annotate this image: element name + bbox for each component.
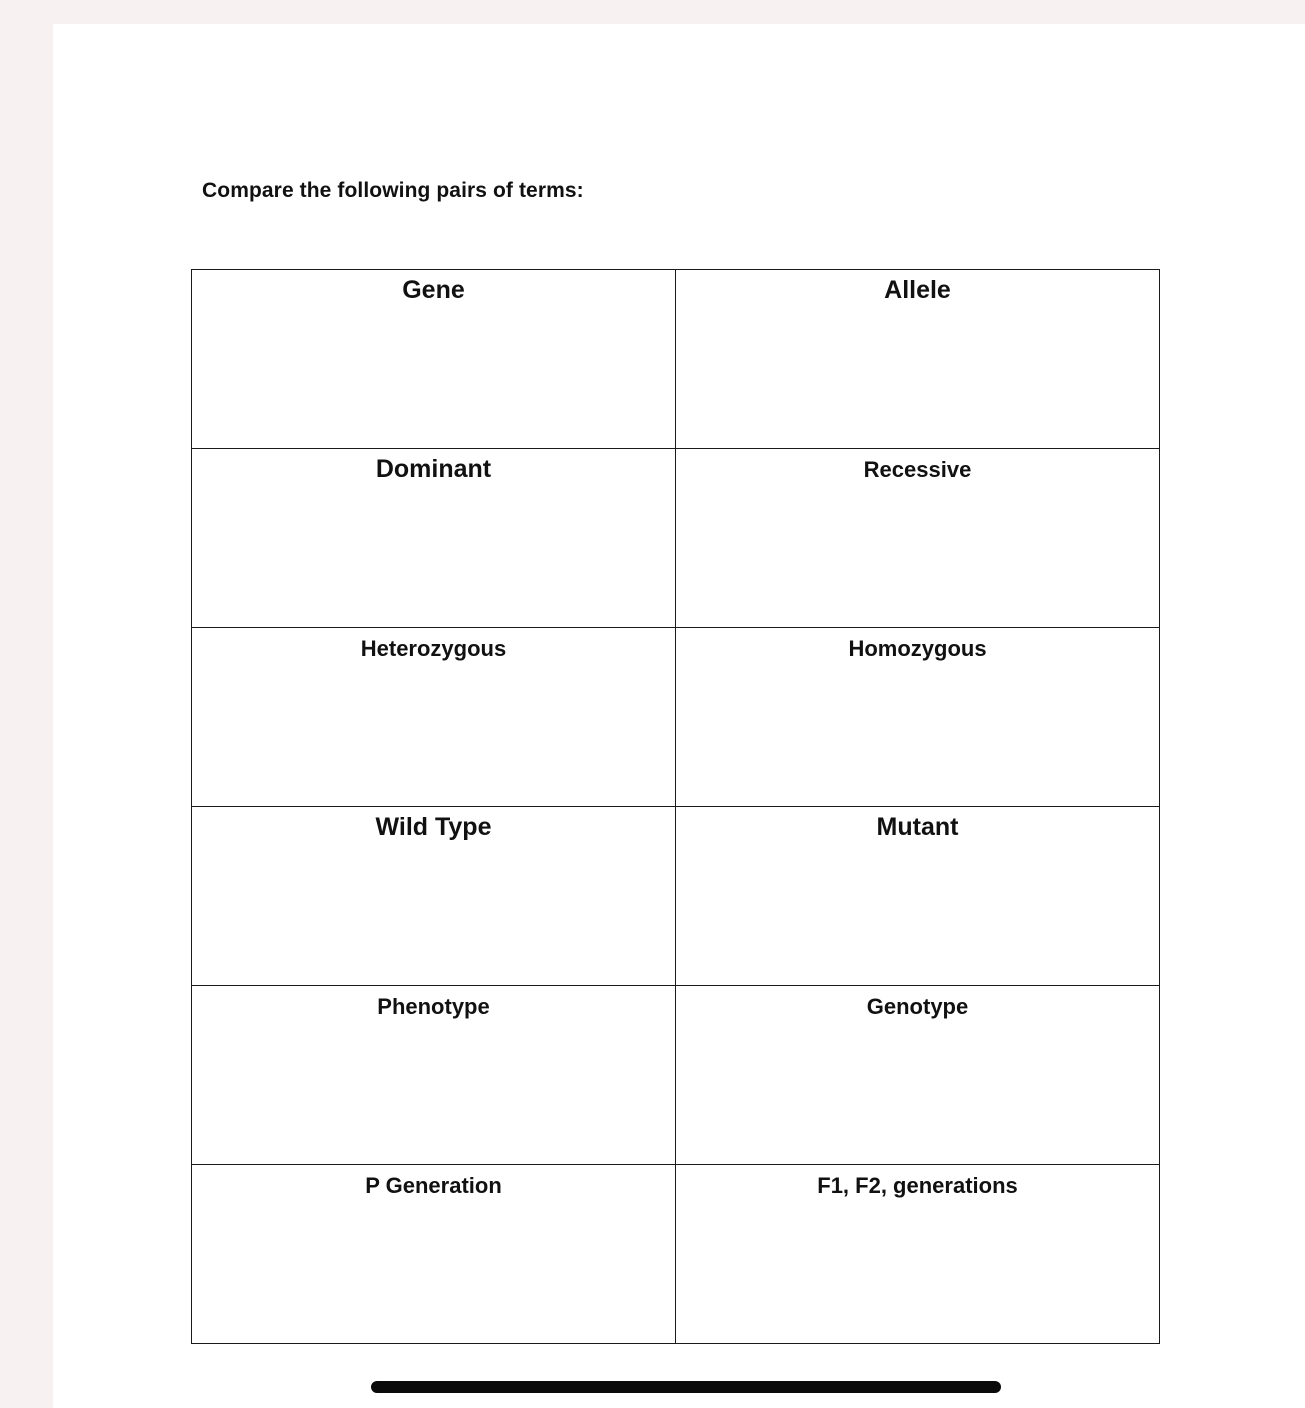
term-label: Genotype <box>866 994 969 1019</box>
table-row <box>192 449 1160 628</box>
answer-cell-homozygous[interactable] <box>676 628 1160 807</box>
answer-cell-genotype[interactable] <box>676 986 1160 1165</box>
term-label: Gene <box>402 276 465 304</box>
term-label: F1, F2, generations <box>817 1173 1018 1198</box>
term-label: Recessive <box>863 457 972 482</box>
table-row <box>192 1165 1160 1344</box>
home-indicator-bar[interactable] <box>371 1381 1001 1393</box>
answer-cell-mutant[interactable] <box>676 807 1160 986</box>
term-label: Heterozygous <box>360 636 507 661</box>
table-row <box>192 807 1160 986</box>
term-label: Allele <box>884 276 951 304</box>
answer-cell-p-generation[interactable] <box>192 1165 676 1344</box>
answer-cell-phenotype[interactable] <box>192 986 676 1165</box>
answer-cell-allele[interactable] <box>676 270 1160 449</box>
answer-cell-heterozygous[interactable] <box>192 628 676 807</box>
table-row <box>192 986 1160 1165</box>
answer-cell-wild-type[interactable] <box>192 807 676 986</box>
instructions-heading: Compare the following pairs of terms: <box>202 179 584 202</box>
term-label: Wild Type <box>375 813 492 841</box>
term-label: Phenotype <box>377 994 490 1019</box>
term-label: Dominant <box>375 455 492 483</box>
terms-comparison-table <box>191 269 1160 1344</box>
table-row <box>192 270 1160 449</box>
answer-cell-gene[interactable] <box>192 270 676 449</box>
table-row <box>192 628 1160 807</box>
answer-cell-dominant[interactable] <box>192 449 676 628</box>
term-label: P Generation <box>365 1173 502 1198</box>
term-label: Mutant <box>876 813 959 841</box>
document-page <box>53 24 1305 1408</box>
answer-cell-recessive[interactable] <box>676 449 1160 628</box>
answer-cell-f-generations[interactable] <box>676 1165 1160 1344</box>
term-label: Homozygous <box>848 636 987 661</box>
